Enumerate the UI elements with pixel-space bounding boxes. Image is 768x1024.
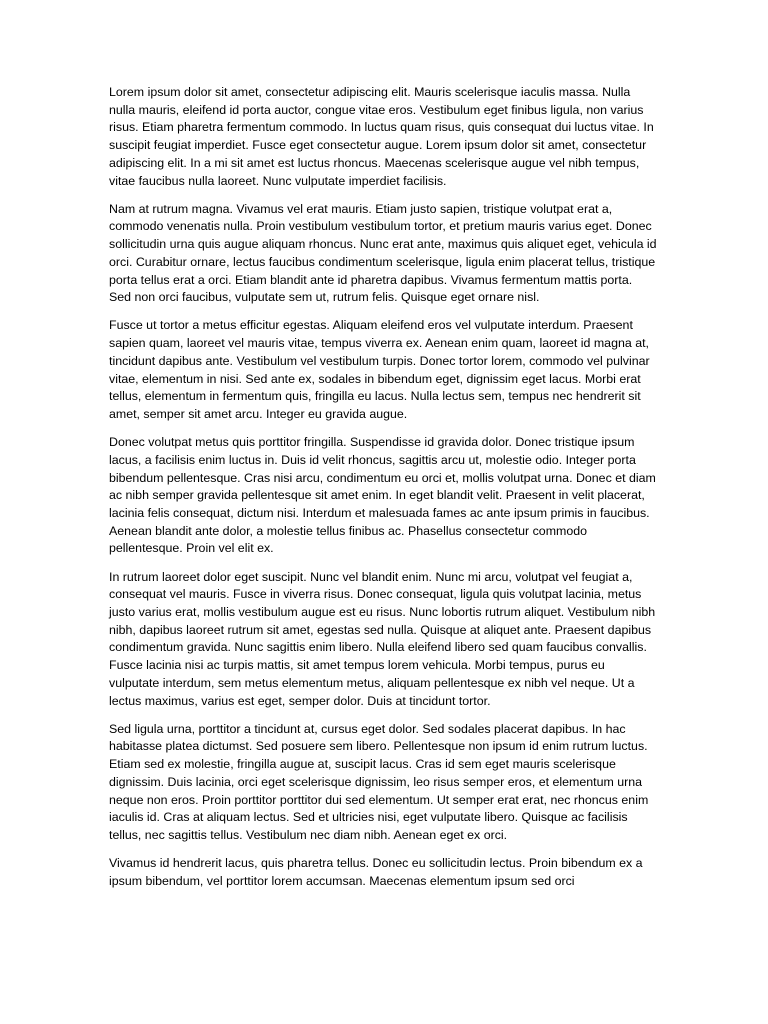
paragraph-4: Donec volutpat metus quis porttitor fringilla. Suspendisse id gravida dolor. Donec tristique ipsum lacus, a facilisis enim luctus in. Duis id velit rhoncus, sagittis arcu ut, molestie odio. Integer porta bibendum pellentesque. Cras nisi arcu, condimentum eu orci et, mollis volutpat urna. Donec et diam ac nibh semper gravida pellentesque sit amet enim. In eget blandit velit. Praesent in velit placerat, lacinia felis consequat, dictum nisi. Interdum et malesuada fames ac ante ipsum primis in faucibus. Aenean blandit ante dolor, a molestie tellus finibus ac. Phasellus consectetur commodo pellentesque. Proin vel elit ex. <box>109 435 656 556</box>
paragraph-1: Lorem ipsum dolor sit amet, consectetur adipiscing elit. Mauris scelerisque iaculis massa. Nulla nulla mauris, eleifend id porta auctor, congue vitae eros. Vestibulum eget finibus ligula, non varius risus. Etiam pharetra fermentum commodo. In luctus quam risus, quis consequat dui luctus vitae. In suscipit feugiat imperdiet. Fusce eget consectetur augue. Lorem ipsum dolor sit amet, consectetur adipiscing elit. In a mi sit amet est luctus rhoncus. Maecenas scelerisque augue vel nibh tempus, vitae faucibus nulla laoreet. Nunc vulputate imperdiet facilisis. <box>109 85 654 188</box>
document-page <box>109 84 657 901</box>
paragraph-5: In rutrum laoreet dolor eget suscipit. Nunc vel blandit enim. Nunc mi arcu, volutpat vel feugiat a, consequat vel mauris. Fusce in viverra risus. Donec consequat, ligula quis volutpat lacinia, metus justo varius erat, mollis vestibulum augue est eu risus. Nunc lobortis rutrum aliquet. Vestibulum nibh nibh, dapibus laoreet rutrum sit amet, egestas sed nulla. Quisque at aliquet ante. Praesent dapibus condimentum gravida. Nunc sagittis enim libero. Nulla eleifend libero sed quam faucibus convallis. Fusce lacinia nisi ac turpis mattis, sit amet tempus lorem vehicula. Morbi tempus, purus eu vulputate interdum, sem metus elementum metus, aliquam pellentesque ex nibh vel neque. Ut a lectus maximus, varius est eget, semper dolor. Duis at tincidunt tortor. <box>109 569 656 708</box>
paragraph-2: Nam at rutrum magna. Vivamus vel erat mauris. Etiam justo sapien, tristique volutpat erat a, commodo venenatis nulla. Proin vestibulum vestibulum tortor, et pretium mauris varius eget. Donec sollicitudin urna quis augue aliquam rhoncus. Nunc erat ante, maximus quis aliquet eget, vehicula id orci. Curabitur ornare, lectus faucibus condimentum scelerisque, ligula enim placerat tellus, tristique porta tellus erat a orci. Etiam blandit ante id pharetra dapibus. Vivamus fermentum mattis porta. Sed non orci faucibus, vulputate sem ut, rutrum felis. Quisque eget ornare nisl. <box>109 201 657 305</box>
paragraph-3: Fusce ut tortor a metus efficitur egestas. Aliquam eleifend eros vel vulputate interdum. Praesent sapien quam, laoreet vel mauris vitae, tempus viverra ex. Aenean enim quam, laoreet id magna at, tincidunt dapibus ante. Vestibulum vel vestibulum turpis. Donec tortor lorem, commodo vel pulvinar vitae, elementum in nisi. Sed ante ex, sodales in bibendum eget, dignissim eget lacus. Morbi erat tellus, elementum in fermentum quis, fringilla eu lacus. Nulla lectus sem, tempus nec hendrerit sit amet, semper sit amet arcu. Integer eu gravida augue. <box>109 318 650 421</box>
paragraph-7: Vivamus id hendrerit lacus, quis pharetra tellus. Donec eu sollicitudin lectus. Proin bibendum ex a ipsum bibendum, vel porttitor lorem accumsan. Maecenas elementum ipsum sed orci <box>109 856 643 888</box>
paragraph-6: Sed ligula urna, porttitor a tincidunt at, cursus eget dolor. Sed sodales placerat dapibus. In hac habitasse platea dictumst. Sed posuere sem libero. Pellentesque non ipsum id enim rutrum luctus. Etiam sed ex molestie, fringilla augue at, suscipit lacus. Cras id sem eget mauris scelerisque dignissim. Duis lacinia, orci eget scelerisque dignissim, leo risus semper eros, et elementum urna neque non eros. Proin porttitor porttitor dui sed elementum. Ut semper erat erat, nec rhoncus enim iaculis id. Cras at aliquam lectus. Sed et ultricies nisi, eget vulputate libero. Quisque ac facilisis tellus, nec sagittis tellus. Vestibulum nec diam nibh. Aenean eget ex orci. <box>109 721 649 842</box>
